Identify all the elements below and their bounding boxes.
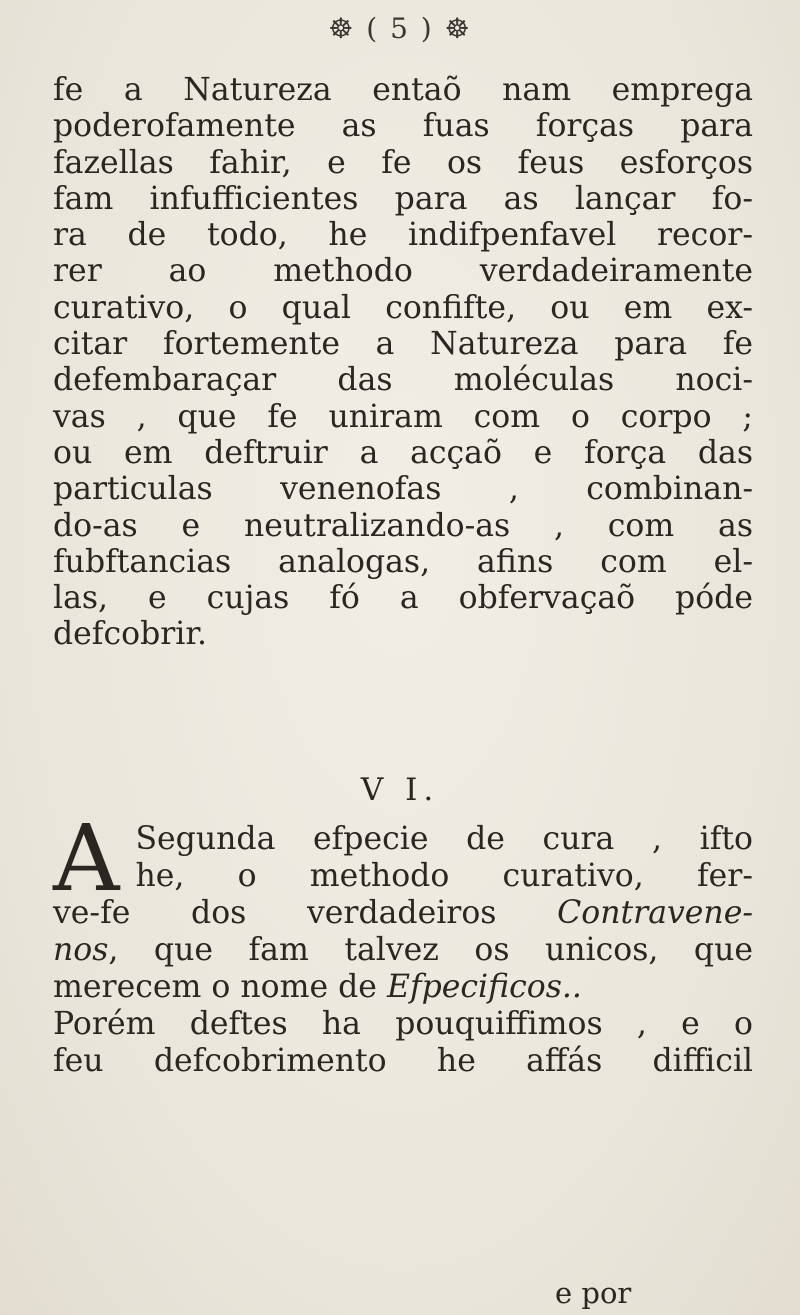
text-line: ra de todo, he indifpenfavel recor-: [53, 217, 753, 254]
text-line: feu defcobrimento he affás difficil: [53, 1043, 753, 1079]
text-line: las, e cujas fó a obfervaçaõ póde: [53, 580, 753, 617]
text-line: he, o methodo curativo, fer-: [135, 858, 753, 894]
text-run: ve-fe dos verdadeiros: [53, 895, 558, 931]
text-line: poderofamente as fuas forças para: [53, 108, 753, 145]
text-line: rer ao methodo verdadeiramente: [53, 253, 753, 290]
text-line: [53, 895, 753, 932]
text-line: do-as e neutralizando-as , com as: [53, 507, 753, 544]
text-line: fazellas fahir, e fe os feus esforços: [53, 144, 753, 181]
text-line: fe a Natureza entaõ nam emprega: [53, 72, 753, 108]
italic-term: Efpecificos..: [386, 969, 582, 1005]
section-body: [53, 805, 753, 1080]
text-line: [53, 932, 753, 969]
text-line: vas , que fe uniram com o corpo ;: [53, 398, 753, 435]
drop-cap: A: [53, 805, 120, 912]
italic-term: nos: [53, 932, 109, 968]
text-line: fam infufficientes para as lançar fo-: [53, 180, 753, 217]
section-title: V I.: [360, 772, 440, 808]
paragraph-body: [53, 72, 753, 653]
text-line: defcobrir.: [53, 616, 207, 653]
text-line: [53, 969, 753, 1006]
italic-term: Contravene-: [557, 895, 753, 931]
text-line: particulas venenofas , combinan-: [53, 471, 753, 508]
text-line: ou em deftruir a acçaõ e força das: [53, 434, 753, 471]
text-line: defembaraçar das moléculas noci-: [53, 362, 753, 399]
text-line: curativo, o qual confifte, ou em ex-: [53, 289, 753, 326]
catchword: e por: [555, 1276, 632, 1310]
text-run: merecem o nome de: [53, 969, 387, 1005]
text-line: Segunda efpecie de cura , ifto: [135, 821, 753, 857]
text-run: , que fam talvez os unicos, que: [108, 932, 753, 968]
text-line: Porém deftes ha pouquiffimos , e o: [53, 1006, 753, 1042]
text-line: citar fortemente a Natureza para fe: [53, 326, 753, 363]
page-header: ☸ ( 5 ) ☸: [328, 12, 472, 45]
text-line: fubftancias analogas, afins com el-: [53, 543, 753, 580]
